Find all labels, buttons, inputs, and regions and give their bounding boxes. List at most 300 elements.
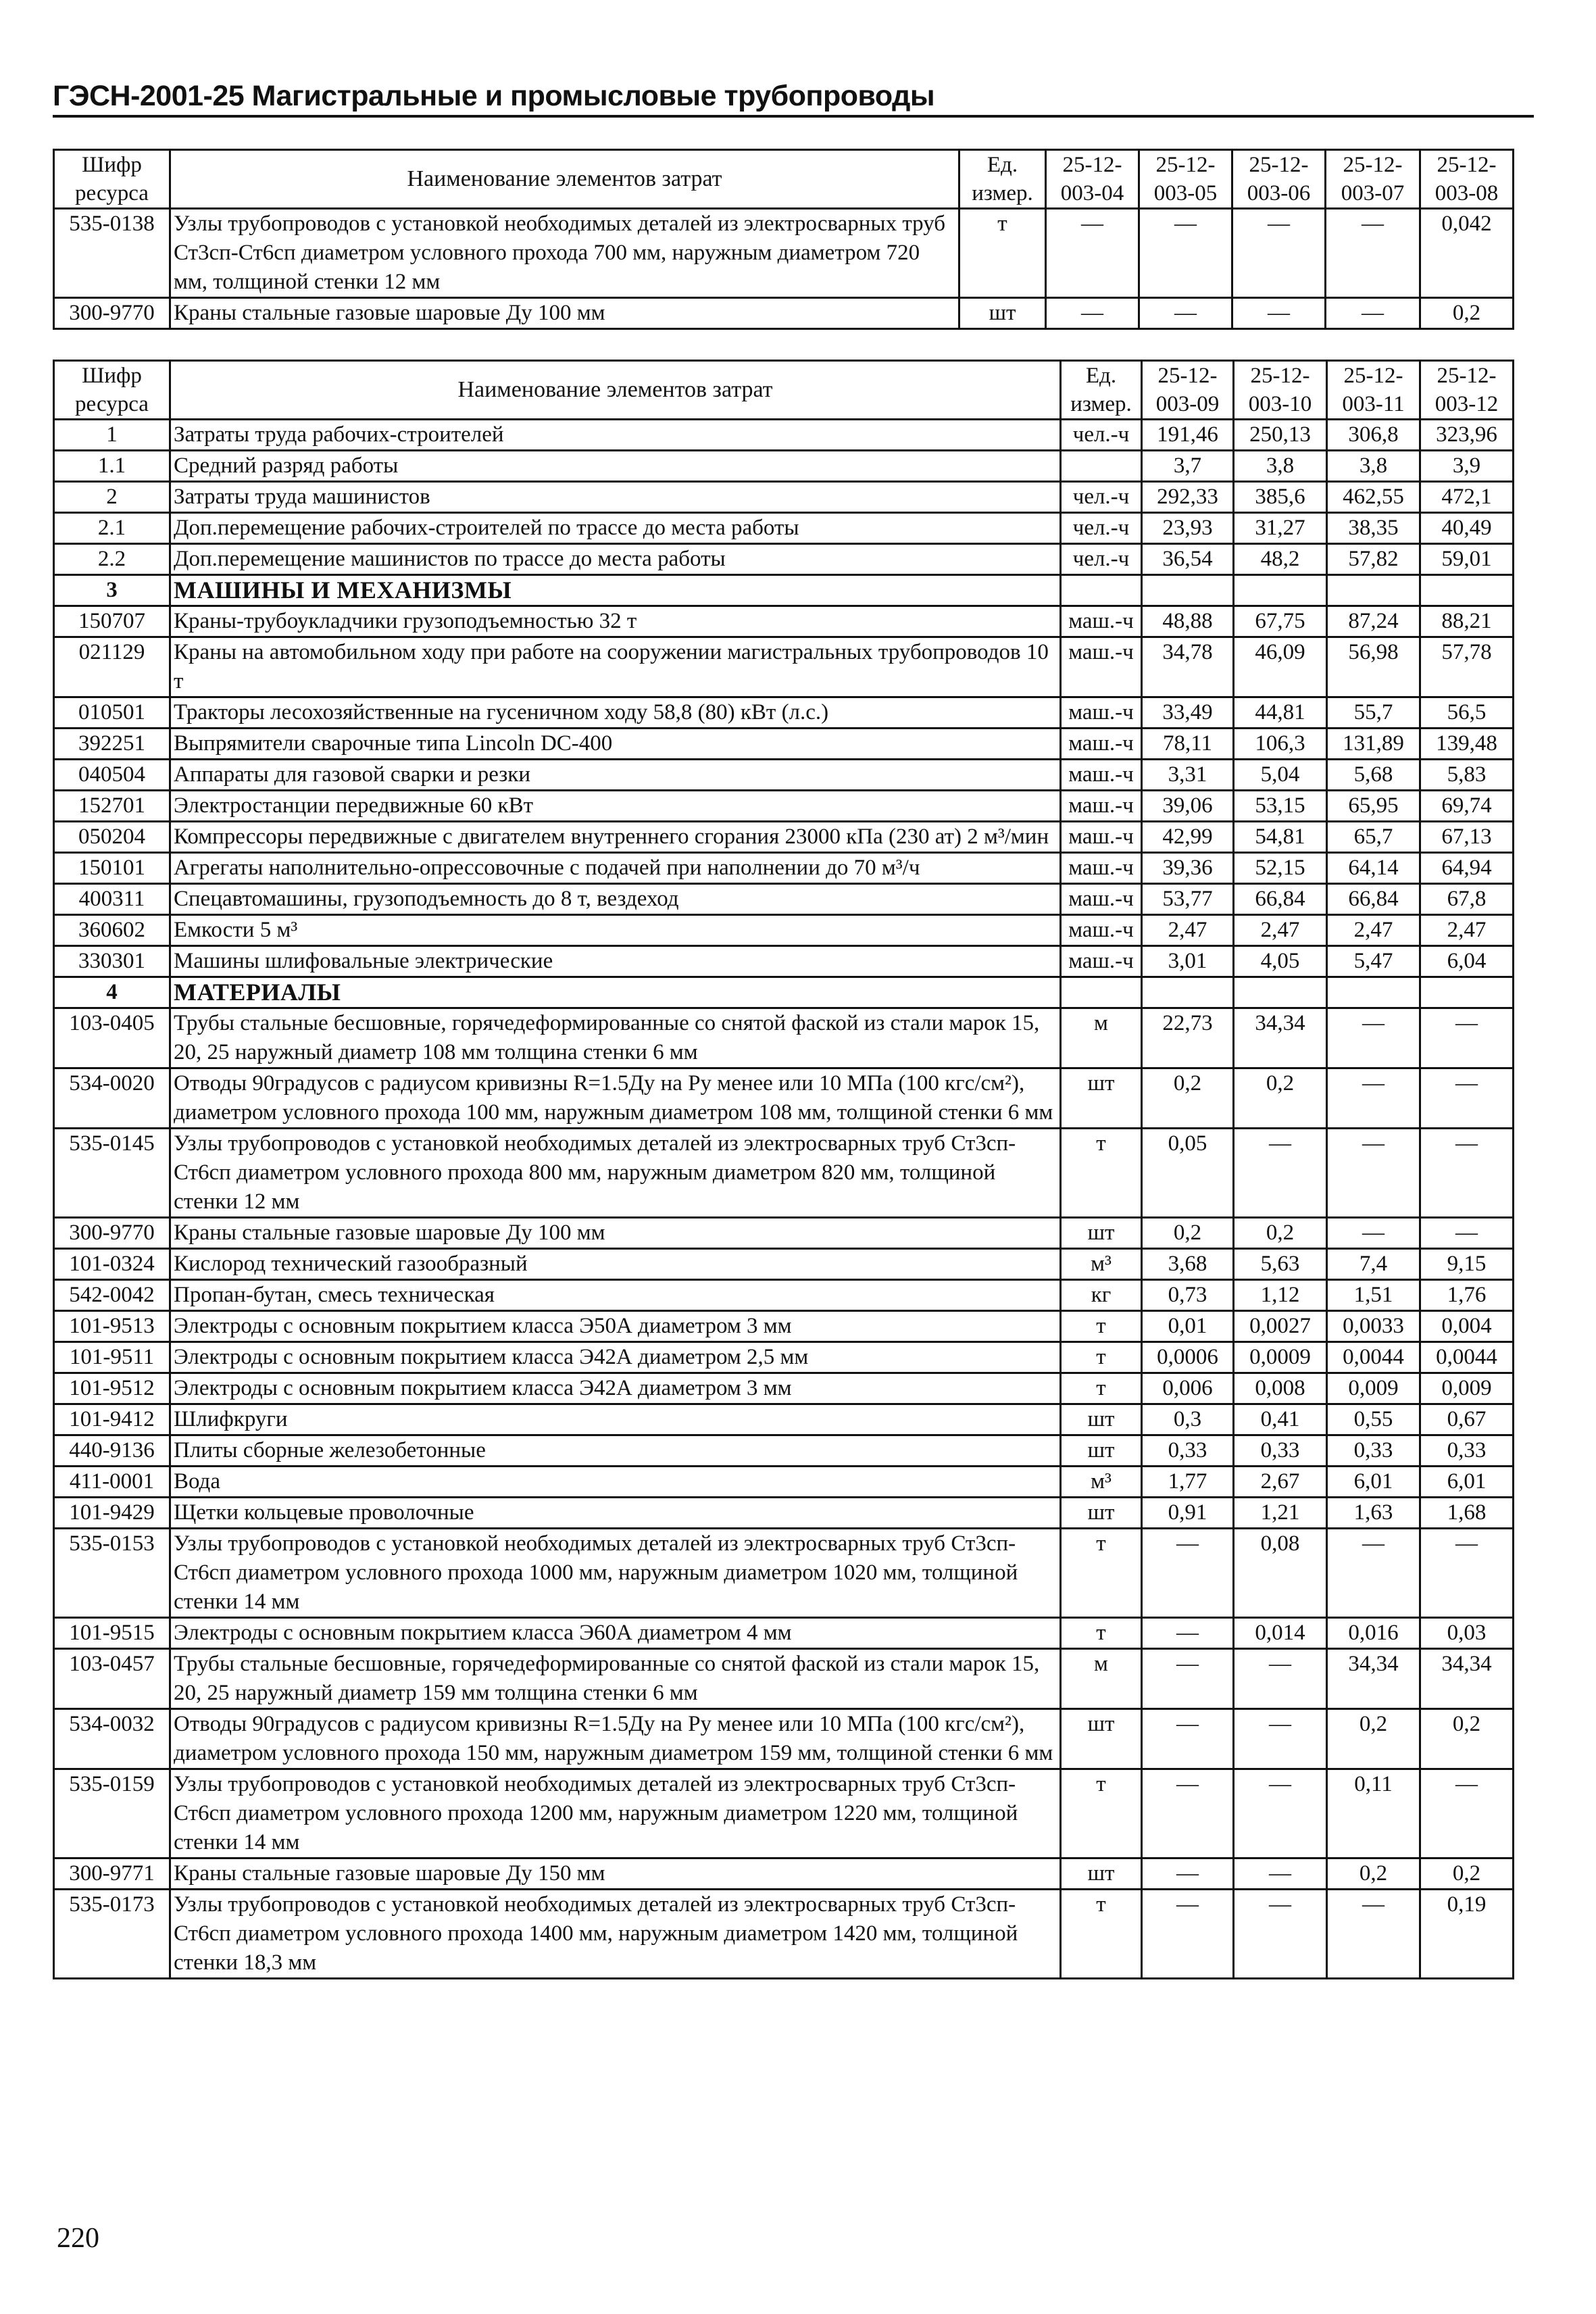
value-cell: 0,0006 (1142, 1342, 1234, 1373)
section-row (54, 977, 1514, 1008)
resource-code-cell: 535-0153 (54, 1529, 170, 1618)
value-cell: 48,2 (1234, 544, 1327, 575)
value-cell: 57,78 (1420, 637, 1514, 697)
value-cell: — (1327, 1129, 1420, 1218)
value-cell: 323,96 (1420, 420, 1514, 451)
value-cell: 0,014 (1234, 1618, 1327, 1649)
resource-code-cell: 392251 (54, 729, 170, 760)
resource-code-cell: 021129 (54, 637, 170, 697)
resource-code-cell: 534-0020 (54, 1068, 170, 1129)
value-cell: 4,05 (1234, 946, 1327, 977)
resource-name-cell: Узлы трубопроводов с установкой необходимых деталей из электросварных труб Ст3сп-Ст6сп диаметром условного прохода 1400 мм, наружным диаметром 1420 мм, толщиной стенки 18,3 мм (170, 1890, 1061, 1979)
unit-cell: шт (1061, 1858, 1142, 1890)
table-row (54, 1249, 1514, 1280)
header-col: 25-12-003-09 (1142, 361, 1234, 420)
value-cell: 0,0027 (1234, 1311, 1327, 1342)
unit-cell: м³ (1061, 1249, 1142, 1280)
unit-cell: маш.-ч (1061, 729, 1142, 760)
value-cell (1327, 977, 1420, 1008)
value-cell: 0,03 (1420, 1618, 1514, 1649)
value-cell: 56,98 (1327, 637, 1420, 697)
value-cell: 3,8 (1234, 451, 1327, 482)
unit-cell: м³ (1061, 1467, 1142, 1498)
value-cell: 5,47 (1327, 946, 1420, 977)
table-row (54, 1008, 1514, 1068)
unit-cell: т (959, 209, 1046, 298)
resource-name-cell: Средний разряд работы (170, 451, 1061, 482)
value-cell: 0,01 (1142, 1311, 1234, 1342)
header-unit: Ед. измер. (1061, 361, 1142, 420)
value-cell: 3,9 (1420, 451, 1514, 482)
value-cell: 0,19 (1420, 1890, 1514, 1979)
resource-code-cell: 411-0001 (54, 1467, 170, 1498)
value-cell: 3,31 (1142, 760, 1234, 791)
resource-code-cell: 300-9770 (54, 1218, 170, 1249)
resource-table-1 (53, 149, 1514, 330)
unit-cell: шт (959, 298, 1046, 329)
value-cell: — (1420, 1129, 1514, 1218)
unit-cell: кг (1061, 1280, 1142, 1311)
table-row (54, 637, 1514, 697)
value-cell: 7,4 (1327, 1249, 1420, 1280)
resource-code-cell: 101-9513 (54, 1311, 170, 1342)
value-cell: 6,01 (1420, 1467, 1514, 1498)
value-cell: 0,009 (1420, 1373, 1514, 1404)
value-cell: — (1142, 1709, 1234, 1769)
unit-cell: шт (1061, 1435, 1142, 1467)
unit-cell: маш.-ч (1061, 637, 1142, 697)
page-number: 220 (57, 2223, 99, 2254)
resource-name-cell: Аппараты для газовой сварки и резки (170, 760, 1061, 791)
value-cell: — (1327, 1218, 1420, 1249)
value-cell: 250,13 (1234, 420, 1327, 451)
resource-code-cell: 440-9136 (54, 1435, 170, 1467)
value-cell: 67,75 (1234, 606, 1327, 637)
value-cell: 0,55 (1327, 1404, 1420, 1435)
value-cell: 0,2 (1142, 1218, 1234, 1249)
table-row (54, 915, 1514, 946)
resource-code-cell: 330301 (54, 946, 170, 977)
value-cell: — (1327, 1008, 1420, 1068)
header-col: 25-12-003-11 (1327, 361, 1420, 420)
header-col: 25-12-003-05 (1139, 150, 1232, 209)
table-row (54, 482, 1514, 513)
resource-code-cell: 1.1 (54, 451, 170, 482)
value-cell: — (1234, 1709, 1327, 1769)
table-row (54, 1649, 1514, 1709)
value-cell: 3,7 (1142, 451, 1234, 482)
resource-name-cell: Трубы стальные бесшовные, горячедеформированные со снятой фаской из стали марок 15, 20, 25 наружный диаметр 159 мм толщина стенки 6 мм (170, 1649, 1061, 1709)
table-row (54, 513, 1514, 544)
resource-name-cell: Агрегаты наполнительно-опрессовочные с подачей при наполнении до 70 м³/ч (170, 853, 1061, 884)
value-cell: 22,73 (1142, 1008, 1234, 1068)
unit-cell: маш.-ч (1061, 822, 1142, 853)
value-cell: 0,009 (1327, 1373, 1420, 1404)
resource-name-cell: Электроды с основным покрытием класса Э50А диаметром 3 мм (170, 1311, 1061, 1342)
value-cell (1420, 575, 1514, 606)
value-cell: — (1326, 298, 1420, 329)
section-title-cell: МАТЕРИАЛЫ (170, 977, 1061, 1008)
value-cell: 0,33 (1234, 1435, 1327, 1467)
resource-name-cell: Выпрямители сварочные типа Lincoln DC-400 (170, 729, 1061, 760)
unit-cell: т (1061, 1618, 1142, 1649)
value-cell: 0,042 (1420, 209, 1514, 298)
resource-code-cell: 300-9770 (54, 298, 170, 329)
unit-cell: т (1061, 1529, 1142, 1618)
value-cell: 1,68 (1420, 1498, 1514, 1529)
header-col: 25-12-003-08 (1420, 150, 1514, 209)
value-cell (1142, 977, 1234, 1008)
value-cell: 78,11 (1142, 729, 1234, 760)
value-cell: 0,2 (1420, 1709, 1514, 1769)
value-cell: 33,49 (1142, 697, 1234, 729)
value-cell: 1,76 (1420, 1280, 1514, 1311)
value-cell: 48,88 (1142, 606, 1234, 637)
resource-name-cell: Спецавтомашины, грузоподъемность до 8 т, вездеход (170, 884, 1061, 915)
resource-code-cell: 040504 (54, 760, 170, 791)
value-cell: 0,016 (1327, 1618, 1420, 1649)
unit-cell: м (1061, 1008, 1142, 1068)
value-cell: 88,21 (1420, 606, 1514, 637)
value-cell: 6,01 (1327, 1467, 1420, 1498)
resource-code-cell: 4 (54, 977, 170, 1008)
table-row (54, 1342, 1514, 1373)
unit-cell: шт (1061, 1404, 1142, 1435)
value-cell: 1,51 (1327, 1280, 1420, 1311)
table-row (54, 1467, 1514, 1498)
unit-cell: чел.-ч (1061, 544, 1142, 575)
unit-cell: маш.-ч (1061, 915, 1142, 946)
table-row (54, 791, 1514, 822)
value-cell: 0,2 (1234, 1068, 1327, 1129)
value-cell: 52,15 (1234, 853, 1327, 884)
table-row (54, 1373, 1514, 1404)
resource-name-cell: Доп.перемещение рабочих-строителей по трассе до места работы (170, 513, 1061, 544)
resource-code-cell: 103-0457 (54, 1649, 170, 1709)
resource-name-cell: Краны стальные газовые шаровые Ду 100 мм (170, 298, 959, 329)
value-cell: 53,15 (1234, 791, 1327, 822)
resource-code-cell: 152701 (54, 791, 170, 822)
value-cell: 0,008 (1234, 1373, 1327, 1404)
resource-name-cell: Затраты труда рабочих-строителей (170, 420, 1061, 451)
table-header-row (54, 361, 1514, 420)
value-cell: — (1232, 209, 1326, 298)
header-col: 25-12-003-10 (1234, 361, 1327, 420)
value-cell: — (1420, 1769, 1514, 1858)
title-rule (53, 115, 1534, 118)
value-cell: 0,006 (1142, 1373, 1234, 1404)
value-cell: — (1420, 1008, 1514, 1068)
resource-code-cell: 101-9511 (54, 1342, 170, 1373)
table-row (54, 209, 1514, 298)
value-cell: — (1142, 1858, 1234, 1890)
table-row (54, 1529, 1514, 1618)
table-row (54, 946, 1514, 977)
value-cell: 5,63 (1234, 1249, 1327, 1280)
value-cell: 0,33 (1420, 1435, 1514, 1467)
value-cell: 0,0044 (1327, 1342, 1420, 1373)
resource-code-cell: 103-0405 (54, 1008, 170, 1068)
table-body (54, 209, 1514, 329)
value-cell: 69,74 (1420, 791, 1514, 822)
section-title-cell: МАШИНЫ И МЕХАНИЗМЫ (170, 575, 1061, 606)
table-row (54, 853, 1514, 884)
resource-code-cell: 535-0145 (54, 1129, 170, 1218)
header-col: 25-12-003-06 (1232, 150, 1326, 209)
value-cell: — (1142, 1529, 1234, 1618)
value-cell: — (1420, 1218, 1514, 1249)
table-row (54, 822, 1514, 853)
value-cell: 0,73 (1142, 1280, 1234, 1311)
table-row (54, 1618, 1514, 1649)
value-cell: 2,47 (1234, 915, 1327, 946)
value-cell: 0,2 (1142, 1068, 1234, 1129)
value-cell: 0,2 (1420, 1858, 1514, 1890)
value-cell: 64,14 (1327, 853, 1420, 884)
value-cell: 87,24 (1327, 606, 1420, 637)
value-cell: 39,36 (1142, 853, 1234, 884)
table-row (54, 1068, 1514, 1129)
unit-cell: маш.-ч (1061, 760, 1142, 791)
table-row (54, 1858, 1514, 1890)
resource-code-cell: 150707 (54, 606, 170, 637)
resource-code-cell: 1 (54, 420, 170, 451)
value-cell: 472,1 (1420, 482, 1514, 513)
value-cell: 59,01 (1420, 544, 1514, 575)
resource-code-cell: 101-9512 (54, 1373, 170, 1404)
unit-cell: шт (1061, 1218, 1142, 1249)
table-row (54, 760, 1514, 791)
header-code: Шифр ресурса (54, 361, 170, 420)
value-cell: 2,47 (1327, 915, 1420, 946)
value-cell: 1,12 (1234, 1280, 1327, 1311)
value-cell: — (1234, 1890, 1327, 1979)
table-row (54, 1435, 1514, 1467)
value-cell: — (1142, 1649, 1234, 1709)
value-cell: 55,7 (1327, 697, 1420, 729)
value-cell (1142, 575, 1234, 606)
unit-cell: т (1061, 1890, 1142, 1979)
value-cell: — (1420, 1068, 1514, 1129)
value-cell: 34,78 (1142, 637, 1234, 697)
value-cell: — (1327, 1529, 1420, 1618)
value-cell: 46,09 (1234, 637, 1327, 697)
unit-cell: чел.-ч (1061, 482, 1142, 513)
table-row (54, 1218, 1514, 1249)
resource-name-cell: Пропан-бутан, смесь техническая (170, 1280, 1061, 1311)
table-row (54, 420, 1514, 451)
resource-code-cell: 150101 (54, 853, 170, 884)
resource-name-cell: Электроды с основным покрытием класса Э60А диаметром 4 мм (170, 1618, 1061, 1649)
resource-table-2 (53, 360, 1514, 1979)
header-name: Наименование элементов затрат (170, 150, 959, 209)
unit-cell (1061, 575, 1142, 606)
header-col: 25-12-003-12 (1420, 361, 1514, 420)
value-cell (1420, 977, 1514, 1008)
value-cell: 385,6 (1234, 482, 1327, 513)
resource-code-cell: 534-0032 (54, 1709, 170, 1769)
value-cell: — (1142, 1890, 1234, 1979)
value-cell: — (1420, 1529, 1514, 1618)
table-row (54, 1311, 1514, 1342)
value-cell: 131,89 (1327, 729, 1420, 760)
value-cell: 3,68 (1142, 1249, 1234, 1280)
resource-name-cell: Вода (170, 1467, 1061, 1498)
value-cell: 0,3 (1142, 1404, 1234, 1435)
value-cell: 0,11 (1327, 1769, 1420, 1858)
value-cell: 39,06 (1142, 791, 1234, 822)
resource-name-cell: Плиты сборные железобетонные (170, 1435, 1061, 1467)
table-row (54, 1890, 1514, 1979)
value-cell: 106,3 (1234, 729, 1327, 760)
resource-name-cell: Краны стальные газовые шаровые Ду 150 мм (170, 1858, 1061, 1890)
value-cell: 0,2 (1327, 1709, 1420, 1769)
value-cell: 0,2 (1234, 1218, 1327, 1249)
value-cell: 56,5 (1420, 697, 1514, 729)
value-cell: 38,35 (1327, 513, 1420, 544)
unit-cell: чел.-ч (1061, 420, 1142, 451)
table-row (54, 1280, 1514, 1311)
resource-code-cell: 400311 (54, 884, 170, 915)
value-cell: 3,01 (1142, 946, 1234, 977)
unit-cell: чел.-ч (1061, 513, 1142, 544)
value-cell: 65,95 (1327, 791, 1420, 822)
table-row (54, 606, 1514, 637)
value-cell: 0,0044 (1420, 1342, 1514, 1373)
value-cell: 5,04 (1234, 760, 1327, 791)
unit-cell: шт (1061, 1709, 1142, 1769)
value-cell: 292,33 (1142, 482, 1234, 513)
resource-code-cell: 535-0159 (54, 1769, 170, 1858)
table-row (54, 729, 1514, 760)
resource-name-cell: Машины шлифовальные электрические (170, 946, 1061, 977)
resource-name-cell: Тракторы лесохозяйственные на гусеничном ходу 58,8 (80) кВт (л.с.) (170, 697, 1061, 729)
unit-cell: т (1061, 1373, 1142, 1404)
value-cell: 0,33 (1327, 1435, 1420, 1467)
header-col: 25-12-003-07 (1326, 150, 1420, 209)
unit-cell (1061, 451, 1142, 482)
value-cell: 34,34 (1420, 1649, 1514, 1709)
value-cell: 1,77 (1142, 1467, 1234, 1498)
header-code: Шифр ресурса (54, 150, 170, 209)
value-cell: 0,0009 (1234, 1342, 1327, 1373)
value-cell: 66,84 (1327, 884, 1420, 915)
value-cell: — (1232, 298, 1326, 329)
page-title: ГЭСН-2001-25 Магистральные и промысловые трубопроводы (53, 80, 935, 112)
unit-cell: маш.-ч (1061, 884, 1142, 915)
value-cell: — (1139, 298, 1232, 329)
value-cell (1234, 977, 1327, 1008)
unit-cell: маш.-ч (1061, 853, 1142, 884)
table-row (54, 1709, 1514, 1769)
value-cell: 462,55 (1327, 482, 1420, 513)
value-cell: 2,47 (1420, 915, 1514, 946)
resource-code-cell: 3 (54, 575, 170, 606)
value-cell: — (1142, 1769, 1234, 1858)
value-cell: 0,004 (1420, 1311, 1514, 1342)
table-row (54, 451, 1514, 482)
unit-cell: т (1061, 1311, 1142, 1342)
value-cell: 31,27 (1234, 513, 1327, 544)
value-cell: 2,47 (1142, 915, 1234, 946)
resource-code-cell: 101-9515 (54, 1618, 170, 1649)
table-header-row (54, 150, 1514, 209)
header-unit: Ед. измер. (959, 150, 1046, 209)
value-cell: 34,34 (1327, 1649, 1420, 1709)
table-row (54, 1498, 1514, 1529)
resource-code-cell: 010501 (54, 697, 170, 729)
value-cell: 40,49 (1420, 513, 1514, 544)
resource-code-cell: 300-9771 (54, 1858, 170, 1890)
value-cell: 0,67 (1420, 1404, 1514, 1435)
unit-cell: м (1061, 1649, 1142, 1709)
resource-name-cell: Шлифкруги (170, 1404, 1061, 1435)
value-cell: 139,48 (1420, 729, 1514, 760)
value-cell: — (1327, 1890, 1420, 1979)
value-cell: 2,67 (1234, 1467, 1327, 1498)
value-cell: 1,21 (1234, 1498, 1327, 1529)
resource-code-cell: 542-0042 (54, 1280, 170, 1311)
table-row (54, 1769, 1514, 1858)
header-col: 25-12-003-04 (1046, 150, 1139, 209)
header-name: Наименование элементов затрат (170, 361, 1061, 420)
value-cell: 0,91 (1142, 1498, 1234, 1529)
value-cell: 0,08 (1234, 1529, 1327, 1618)
resource-code-cell: 2.2 (54, 544, 170, 575)
value-cell: 0,33 (1142, 1435, 1234, 1467)
unit-cell: т (1061, 1342, 1142, 1373)
value-cell: 5,83 (1420, 760, 1514, 791)
value-cell: — (1046, 298, 1139, 329)
section-row (54, 575, 1514, 606)
resource-name-cell: Трубы стальные бесшовные, горячедеформированные со снятой фаской из стали марок 15, 20, 25 наружный диаметр 108 мм толщина стенки 6 мм (170, 1008, 1061, 1068)
table-row (54, 697, 1514, 729)
value-cell: — (1234, 1769, 1327, 1858)
unit-cell: т (1061, 1769, 1142, 1858)
resource-code-cell: 535-0173 (54, 1890, 170, 1979)
table-row (54, 1129, 1514, 1218)
resource-name-cell: Емкости 5 м³ (170, 915, 1061, 946)
unit-cell: шт (1061, 1498, 1142, 1529)
unit-cell: маш.-ч (1061, 606, 1142, 637)
resource-name-cell: Краны стальные газовые шаровые Ду 100 мм (170, 1218, 1061, 1249)
resource-name-cell: Отводы 90градусов с радиусом кривизны R=1.5Ду на Ру менее или 10 МПа (100 кгс/см²), диаметром условного прохода 150 мм, наружным диаметром 159 мм, толщиной стенки 6 мм (170, 1709, 1061, 1769)
value-cell: 36,54 (1142, 544, 1234, 575)
resource-name-cell: Компрессоры передвижные с двигателем внутреннего сгорания 23000 кПа (230 ат) 2 м³/мин (170, 822, 1061, 853)
value-cell: 0,41 (1234, 1404, 1327, 1435)
value-cell: 0,2 (1420, 298, 1514, 329)
resource-name-cell: Электроды с основным покрытием класса Э42А диаметром 3 мм (170, 1373, 1061, 1404)
value-cell: 64,94 (1420, 853, 1514, 884)
resource-name-cell: Доп.перемещение машинистов по трассе до места работы (170, 544, 1061, 575)
unit-cell: маш.-ч (1061, 791, 1142, 822)
resource-code-cell: 360602 (54, 915, 170, 946)
value-cell: 5,68 (1327, 760, 1420, 791)
resource-name-cell: Узлы трубопроводов с установкой необходимых деталей из электросварных труб Ст3сп-Ст6сп диаметром условного прохода 800 мм, наружным диаметром 820 мм, толщиной стенки 12 мм (170, 1129, 1061, 1218)
table-row (54, 884, 1514, 915)
value-cell (1234, 575, 1327, 606)
value-cell (1327, 575, 1420, 606)
resource-code-cell: 050204 (54, 822, 170, 853)
value-cell: 67,13 (1420, 822, 1514, 853)
value-cell: 44,81 (1234, 697, 1327, 729)
value-cell: 3,8 (1327, 451, 1420, 482)
value-cell: 6,04 (1420, 946, 1514, 977)
value-cell: 57,82 (1327, 544, 1420, 575)
unit-cell: маш.-ч (1061, 946, 1142, 977)
resource-name-cell: Кислород технический газообразный (170, 1249, 1061, 1280)
resource-name-cell: Затраты труда машинистов (170, 482, 1061, 513)
